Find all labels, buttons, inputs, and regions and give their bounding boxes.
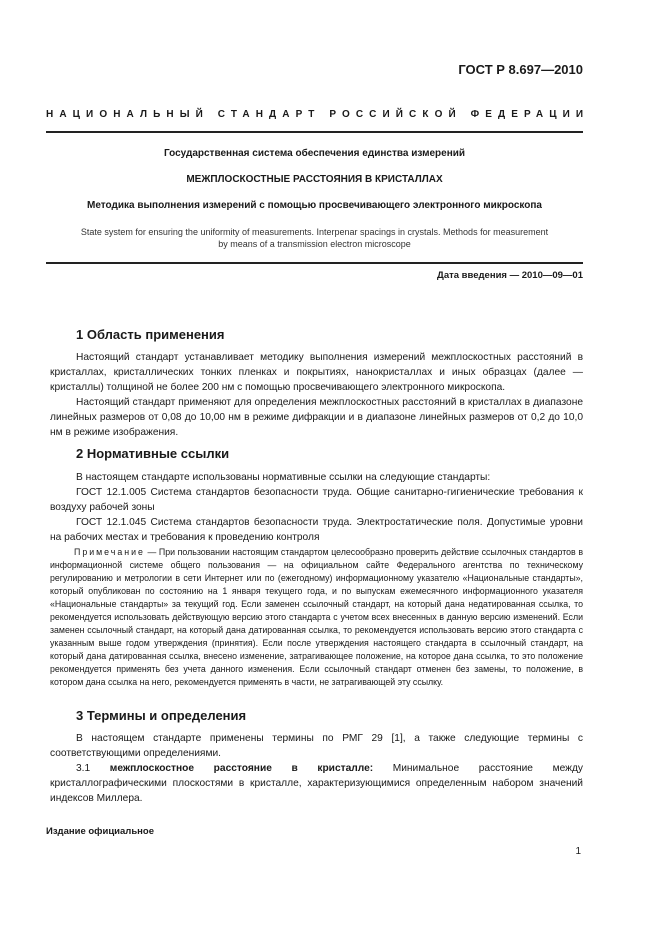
page-number: 1 (575, 846, 581, 857)
normative-ref-1: ГОСТ 12.1.005 Система стандартов безопасности труда. Общие санитарно-гигиенические требования к воздуху рабочей зоны (50, 487, 583, 513)
english-title-line2: by means of a transmission electron microscope (218, 239, 411, 249)
english-title (46, 226, 583, 250)
normative-ref-2: ГОСТ 12.1.045 Система стандартов безопасности труда. Электростатические поля. Допустимые уровни на рабочих местах и требования к проведению контроля (50, 517, 583, 543)
edition-label: Издание официальное (46, 826, 154, 837)
note-label: Примечание (74, 547, 145, 557)
section2-intro: В настоящем стандарте использованы нормативные ссылки на следующие стандарты: (76, 472, 491, 483)
section2-heading: 2 Нормативные ссылки (76, 446, 230, 461)
term-number: 3.1 (76, 763, 110, 774)
section1-body (50, 350, 583, 440)
document-subject: МЕЖПЛОСКОСТНЫЕ РАССТОЯНИЯ В КРИСТАЛЛАХ (186, 174, 443, 185)
system-title: Государственная система обеспечения единства измерений (163, 148, 466, 159)
national-standard-title: НАЦИОНАЛЬНЫЙ СТАНДАРТ РОССИЙСКОЙ ФЕДЕРАЦИИ (46, 109, 590, 120)
top-divider (46, 131, 583, 133)
term-name: межплоскостное расстояние в кристалле: (109, 763, 374, 774)
section3-heading: 3 Термины и определения (76, 708, 247, 723)
note-text: — При пользовании настоящим стандартом целесообразно проверить действие ссылочных стандартов в информационной системе общего пользования — на официальном сайте Федерального агентства по техническому регулированию и метрологии в сети Интернет или по (ежегодному) информационному указателю «Национальные стандарты», который опубликован по состоянию на 1 января текущего года, и по выпускам ежемесячного информационного указателя «Национальные стандарты» за текущий год. Если заменен ссылочный стандарт, на который дана недатированная ссылка, то рекомендуется использовать действующую версию этого стандарта с учетом всех внесенных в данную версию изменений. Если заменен ссылочный стандарт, на который дана датированная ссылка, то рекомендуется использовать версию этого стандарта с указанным выше годом утверждения (принятия). Если после утверждения настоящего стандарта в ссылочный стандарт, на который дана датированная ссылка, внесено изменение, затрагивающее положение, на которое дана ссылка, то это положение рекомендуется применять без учета данного изменения. Если ссылочный стандарт отменен без замены, то положение, в котором дана ссылка на него, рекомендуется применять в части, не затрагивающей эту ссылку. (50, 547, 583, 687)
section1-paragraph2: Настоящий стандарт применяют для определения межплоскостных расстояний в кристаллах в диапазоне линейных размеров от 0,08 до 10,00 нм в режиме дифракции и в диапазоне линейных размеров от 0,2 до 10,0 нм в режиме изображения. (50, 397, 583, 438)
effective-date: Дата введения — 2010—09—01 (437, 270, 583, 281)
term-3-1 (50, 761, 583, 806)
term-definition: Минимальное расстояние между кристаллографическими плоскостями в кристалле, характеризующимися определенным набором значений индексов Миллера. (50, 763, 583, 804)
english-title-line1: State system for ensuring the uniformity of measurements. Interpenar spacings in crystals. Methods for measurement (80, 227, 549, 237)
section1-heading: 1 Область применения (76, 327, 225, 342)
section3-intro: В настоящем стандарте применены термины по РМГ 29 [1], а также следующие термины с соответствующими определениями. (50, 733, 583, 759)
section3-body (50, 731, 583, 806)
gost-number: ГОСТ Р 8.697—2010 (458, 62, 583, 77)
section1-paragraph1: Настоящий стандарт устанавливает методику выполнения измерений межплоскостных расстояний в кристаллах, кристаллических тонких пленках и покрытиях, нанокристаллах и иных образцах (далее — кристаллы) толщиной не более 200 нм с помощью просвечивающего электронного микроскопа. (50, 352, 583, 393)
section2-note (50, 546, 583, 689)
method-title: Методика выполнения измерений с помощью просвечивающего электронного микроскопа (87, 200, 542, 211)
title-divider (46, 262, 583, 264)
section2-body (50, 470, 583, 545)
